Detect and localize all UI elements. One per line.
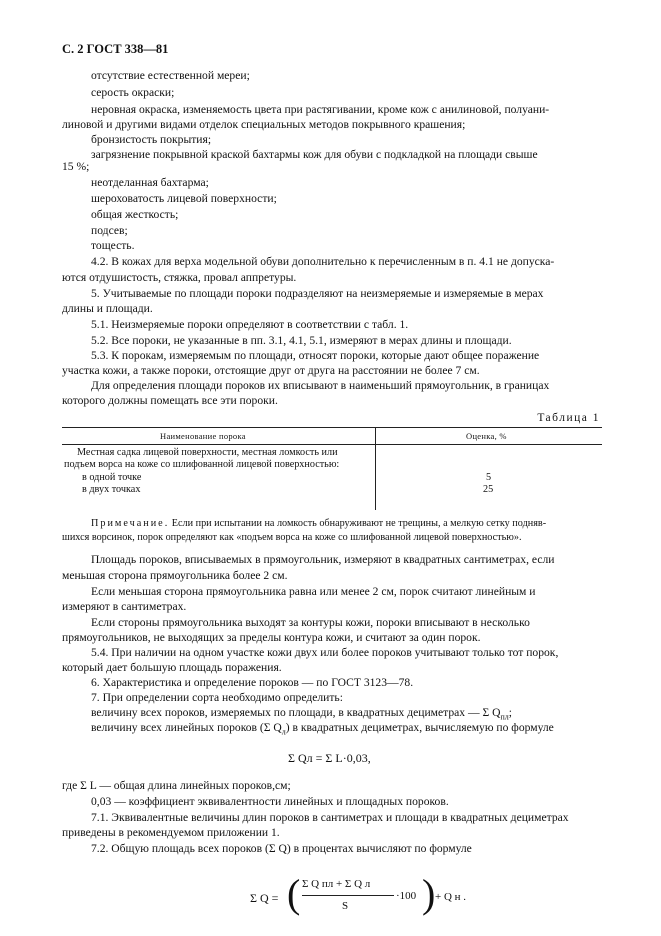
table-cell-row-label: в одной точке <box>82 472 142 483</box>
formula-total <box>250 868 467 924</box>
text-line: длины и площади. <box>62 302 153 315</box>
text-line: 7.2. Общую площадь всех пороков (Σ Q) в процентах вычисляют по формуле <box>91 842 472 855</box>
text-line: 0,03 — коэффициент эквивалентности линейных и площадных пороков. <box>91 795 449 808</box>
formula-linear: Σ Qл = Σ L·0,03, <box>288 751 371 765</box>
table-cell-defect-desc: Местная садка лицевой поверхности, местная ломкость или <box>77 447 338 458</box>
table-cell-row-label: в двух точках <box>82 484 141 495</box>
table-note <box>91 517 546 530</box>
text-line: 7. При определении сорта необходимо определить: <box>91 691 343 704</box>
text-line: неровная окраска, изменяемость цвета при растягивании, кроме кож с анилиновой, полуани- <box>91 103 550 116</box>
table-column-divider <box>375 427 376 510</box>
note-label: Примечание. <box>91 518 170 529</box>
text-line: приведены в рекомендуемом приложении 1. <box>62 826 280 839</box>
formula-denominator: S <box>342 900 349 912</box>
text-line: 5.3. К порокам, измеряемым по площади, относят пороки, которые дают общее поражение <box>91 349 540 362</box>
text-line: шероховатость лицевой поверхности; <box>91 192 277 205</box>
text-line: 7.1. Эквивалентные величины длин пороков в сантиметрах и площади в квадратных дециметрах <box>91 811 569 824</box>
text-line: величину всех линейных пороков (Σ $Q_л$) в квадратных дециметрах, вычисляемую по формуле <box>91 721 554 737</box>
text-line: прямоугольников, не выходящих за пределы контура кожи, и считают за один порок. <box>62 631 481 644</box>
table-cell-defect-desc: подъем ворса на коже со шлифованной лицевой поверхностью: <box>64 459 340 470</box>
table-header-rule <box>62 444 602 445</box>
text-line: ются отдушистость, стяжка, провал аппретуры. <box>62 271 297 284</box>
text-line: который дает большую площадь поражения. <box>62 661 282 674</box>
formula-paren-right: ) <box>422 871 436 916</box>
text-line: измеряют в сантиметрах. <box>62 600 187 613</box>
text-line: Площадь пороков, вписываемых в прямоугольник, измеряют в квадратных сантиметрах, если <box>91 553 555 566</box>
text-line: Для определения площади пороков их вписывают в наименьший прямоугольник, в границах <box>91 379 550 392</box>
formula-paren-left: ( <box>287 871 301 916</box>
text-line: 15 %; <box>62 160 90 173</box>
page-header: С. 2 ГОСТ 338—81 <box>62 42 169 56</box>
text-line: Если меньшая сторона прямоугольника равна или менее 2 см, порок считают линейным и <box>91 585 536 598</box>
text-line: загрязнение покрывной краской бахтармы кож для обуви с подкладкой на площади свыше <box>91 148 538 161</box>
text-line: 4.2. В кожах для верха модельной обуви дополнительно к перечисленным в п. 4.1 не допуска- <box>91 255 555 268</box>
table-caption: Таблица 1 <box>537 412 600 424</box>
text-line: 5. Учитываемые по площади пороки подразделяют на неизмеряемые и измеряемые в мерах <box>91 287 544 300</box>
text-line: 6. Характеристика и определение пороков — по ГОСТ 3123—78. <box>91 676 414 689</box>
text-line: общая жесткость; <box>91 208 179 221</box>
text-line: участка кожи, а также пороки, отстоящие друг от друга на расстоянии не более 7 см. <box>62 364 480 377</box>
text-line: которого должны помещать все эти пороки. <box>62 394 278 407</box>
formula-tail: + Q н . <box>435 891 467 903</box>
text-line: величину всех пороков, измеряемых по площади, в квадратных дециметрах — Σ $Q_{пл}$; <box>91 706 513 722</box>
table-cell-row-value: 25 <box>483 484 494 495</box>
note-text: шихся ворсинок, порок определяют как «подъем ворса на коже со шлифованной лицевой поверхностью». <box>62 532 522 543</box>
note-text: Если при испытании на ломкость обнаруживают не трещины, а мелкую сетку подняв- <box>171 518 547 529</box>
text-line: Если стороны прямоугольника выходят за контуры кожи, пороки вписывают в несколько <box>91 616 530 629</box>
table-header-score: Оценка, % <box>466 431 507 441</box>
text-line: 5.1. Неизмеряемые пороки определяют в соответствии с табл. 1. <box>91 318 409 331</box>
formula-lhs: Σ Q = <box>250 891 279 905</box>
text-line: линовой и другими видами отделок специальных методов покрывного крашения; <box>62 118 466 131</box>
text-line: меньшая сторона прямоугольника более 2 см. <box>62 569 288 582</box>
text-line: отсутствие естественной мереи; <box>91 69 250 82</box>
formula-fraction-bar <box>302 895 394 896</box>
text-line: бронзистость покрытия; <box>91 133 212 146</box>
text-line: подсев; <box>91 224 128 237</box>
text-line: где Σ L — общая длина линейных пороков,см; <box>62 779 291 792</box>
text-line: серость окраски; <box>91 86 175 99</box>
text-line: неотделанная бахтарма; <box>91 176 209 189</box>
table-header-defect: Наименование порока <box>160 431 246 441</box>
text-line: 5.4. При наличии на одном участке кожи двух или более пороков учитывают только тот порок, <box>91 646 559 659</box>
table-cell-row-value: 5 <box>486 472 492 483</box>
formula-numerator: Σ Q пл + Σ Q л <box>302 878 371 890</box>
text-line: 5.2. Все пороки, не указанные в пп. 3.1, 4.1, 5.1, измеряют в мерах длины и площади. <box>91 334 512 347</box>
text-line: тощесть. <box>91 239 135 252</box>
formula-mult: ·100 <box>396 890 417 902</box>
table-top-rule <box>62 427 602 428</box>
